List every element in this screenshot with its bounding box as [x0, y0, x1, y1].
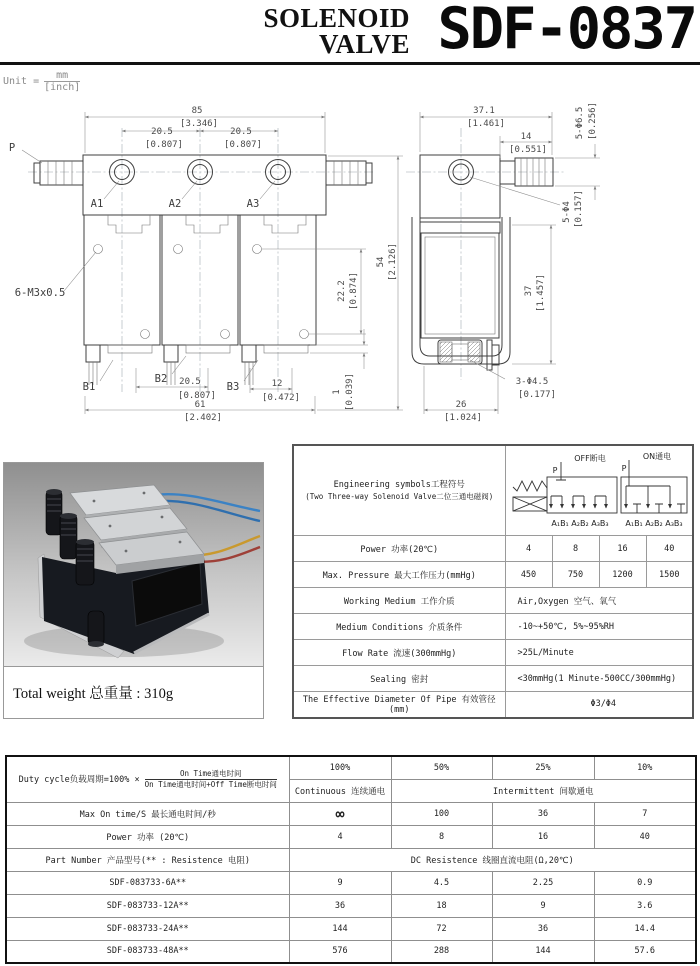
spec-row-label: The Effective Diameter Of Pipe 有效管径(mm) [293, 692, 505, 718]
port-b3-label: B3 [226, 381, 240, 393]
duty-row-label: Power 功率 (20℃) [6, 825, 289, 848]
dim-pitch-b-mm: 20.5 [179, 377, 201, 387]
dim-bracket-in: [1.457] [536, 274, 546, 312]
unit-label: Unit = [3, 76, 40, 87]
duty-continuous: Continuous 连续通电 [289, 779, 391, 802]
dim-barb-len-mm: 14 [520, 132, 532, 142]
unit-inch: [inch] [44, 82, 81, 93]
spec-row-label: Max. Pressure 最大工作压力(mmHg) [293, 562, 505, 588]
duty-fraction [145, 769, 277, 790]
valve-symbol-linework [513, 460, 687, 513]
dim-pitch-a1-mm: 20.5 [151, 127, 173, 137]
dim-foot-dia-in: [0.177] [518, 390, 556, 400]
spec-value-span: >25L/Minute [505, 640, 693, 666]
dc-resistance-header: DC Resistence 线圈直流电阻(Ω,20℃) [289, 848, 696, 871]
duty-value: 100 [391, 802, 492, 825]
engineering-symbols-cell [505, 445, 693, 536]
spec-row-conditions [293, 614, 693, 640]
duty-col-header: 50% [391, 756, 492, 779]
spec-value-span: Φ3/Φ4 [505, 692, 693, 718]
dim-port-dia-in: [0.157] [574, 190, 584, 228]
front-view [34, 155, 372, 385]
dim-depth-mm: 37.1 [473, 106, 495, 116]
dim-hole-span-in: [0.874] [349, 272, 359, 310]
duty-row-part-6a [6, 871, 696, 894]
duty-row-max-on-time [6, 802, 696, 825]
duty-intermittent: Intermittent 间歇通电 [391, 779, 696, 802]
unit-mm: mm [44, 70, 80, 82]
dim-barb-dia-mm: 5-Φ6.5 [575, 106, 585, 140]
spec-value: 1200 [599, 562, 646, 588]
duty-value: 40 [594, 825, 696, 848]
dim-port-dia-mm: 5-Φ4 [562, 201, 572, 223]
duty-value: 18 [391, 894, 492, 917]
duty-value: 144 [492, 940, 594, 963]
duty-col-header: 100% [289, 756, 391, 779]
dim-base-mm: 61 [194, 400, 206, 410]
dim-b3-mm: 12 [271, 379, 283, 389]
duty-value: 4 [289, 825, 391, 848]
spec-symbols-label [293, 445, 505, 536]
unit-note [3, 70, 80, 93]
duty-value: ∞ [289, 802, 391, 825]
dim-hole-span-mm: 22.2 [337, 280, 347, 302]
spec-row-pipe-diameter [293, 692, 693, 718]
spec-row-label: Medium Conditions 介质条件 [293, 614, 505, 640]
spec-symbols-label-line1: Engineering symbols工程符号 [333, 479, 465, 490]
duty-row-label: Part Number 产品型号(** : Resistence 电阻) [6, 848, 289, 871]
dim-pitch-a2-mm: 20.5 [230, 127, 252, 137]
unit-fraction [44, 70, 80, 93]
dimension-lines [22, 112, 600, 414]
dim-width-in: [3.346] [180, 119, 218, 129]
duty-row-part-number-header [6, 848, 696, 871]
duty-value: 4.5 [391, 871, 492, 894]
port-a1-label: A1 [90, 198, 104, 210]
dim-b3-in: [0.472] [262, 393, 300, 403]
duty-value: 0.9 [594, 871, 696, 894]
spec-row-label: Working Medium 工作介质 [293, 588, 505, 614]
thread-callout: 6-M3x0.5 [14, 287, 66, 299]
port-p-label: P [8, 142, 16, 154]
port-b1-label: B1 [82, 381, 96, 393]
duty-value: 288 [391, 940, 492, 963]
spec-value: 1500 [646, 562, 693, 588]
spec-value: 750 [552, 562, 599, 588]
part-number: SDF-083733-24A** [6, 917, 289, 940]
duty-value: 7 [594, 802, 696, 825]
spec-table [292, 444, 694, 719]
spec-row-label: Power 功率(20℃) [293, 536, 505, 562]
duty-row-part-12a [6, 894, 696, 917]
duty-value: 9 [492, 894, 594, 917]
spec-value: 4 [505, 536, 552, 562]
duty-cycle-definition [6, 756, 289, 802]
duty-row-label: Max On time/S 最长通电时间/秒 [6, 802, 289, 825]
duty-col-header: 25% [492, 756, 594, 779]
technical-drawing [0, 100, 700, 445]
spec-value-span: -10~+50℃, 5%~95%RH [505, 614, 693, 640]
part-number: SDF-083733-48A** [6, 940, 289, 963]
product-photo [4, 463, 263, 667]
spec-value-span: <30mmHg(1 Minute-500CC/300mmHg) [505, 666, 693, 692]
duty-value: 36 [492, 802, 594, 825]
port-a2-label: A2 [168, 198, 182, 210]
duty-value: 2.25 [492, 871, 594, 894]
duty-value: 72 [391, 917, 492, 940]
part-number: SDF-083733-12A** [6, 894, 289, 917]
duty-value: 576 [289, 940, 391, 963]
spec-value: 8 [552, 536, 599, 562]
total-weight-caption: Total weight 总重量 : 310g [4, 666, 263, 718]
dim-width-mm: 85 [191, 106, 203, 116]
symbol-ports-on: A₁B₁ A₂B₂ A₃B₃ [625, 519, 683, 528]
spec-row-power [293, 536, 693, 562]
duty-col-header: 10% [594, 756, 696, 779]
duty-cycle-table [5, 755, 697, 964]
title-line1: SOLENOID [263, 3, 410, 33]
header-rule [0, 62, 700, 65]
duty-row-power [6, 825, 696, 848]
dim-bracket-mm: 37 [524, 285, 534, 297]
duty-fraction-bottom: On Time通电时间+Off Time断电时间 [144, 779, 277, 789]
dim-foot-dia-mm: 3-Φ4.5 [515, 377, 549, 387]
dim-side-base-in: [1.024] [444, 413, 482, 423]
duty-value: 9 [289, 871, 391, 894]
duty-value: 14.4 [594, 917, 696, 940]
dim-pitch-a2-in: [0.807] [224, 140, 262, 150]
port-b2-label: B2 [154, 373, 168, 385]
symbol-off-label: OFF断电 [574, 454, 606, 463]
duty-value: 36 [492, 917, 594, 940]
dim-side-base-mm: 26 [455, 400, 467, 410]
duty-value: 3.6 [594, 894, 696, 917]
duty-prefix: Duty cycle负载周期=100% × [18, 775, 140, 786]
dim-pitch-a1-in: [0.807] [145, 140, 183, 150]
duty-value: 16 [492, 825, 594, 848]
duty-value: 144 [289, 917, 391, 940]
symbol-p1-label: P [552, 466, 558, 475]
dim-height-mm: 54 [376, 256, 386, 268]
duty-value: 57.6 [594, 940, 696, 963]
dim-depth-in: [1.461] [467, 119, 505, 129]
duty-value: 36 [289, 894, 391, 917]
spec-row-flow [293, 640, 693, 666]
port-a3-label: A3 [246, 198, 260, 210]
symbol-p2-label: P [621, 464, 627, 473]
dim-base-in: [2.402] [184, 413, 222, 423]
side-view [412, 155, 553, 370]
dim-barb-dia-in: [0.256] [588, 102, 598, 140]
product-type-title [263, 5, 410, 57]
duty-header-row [6, 756, 696, 779]
dim-foot-mm: 1 [332, 389, 342, 395]
spec-row-pressure [293, 562, 693, 588]
duty-row-part-24a [6, 917, 696, 940]
model-number: SDF-0837 [437, 0, 696, 62]
spec-row-sealing [293, 666, 693, 692]
dim-foot-in: [0.039] [345, 373, 355, 411]
dim-barb-len-in: [0.551] [509, 145, 547, 155]
title-line2: VALVE [318, 29, 410, 59]
product-photo-panel [3, 462, 264, 719]
spec-row-label: Flow Rate 流速(300mmHg) [293, 640, 505, 666]
spec-value: 450 [505, 562, 552, 588]
spec-row-label: Sealing 密封 [293, 666, 505, 692]
dim-height-in: [2.126] [388, 243, 398, 281]
dim-pitch-b-in: [0.807] [178, 391, 216, 401]
valve-symbol-diagram [506, 446, 692, 532]
symbol-on-label: ON通电 [642, 452, 671, 461]
spec-value-span: Air,Oxygen 空气、氧气 [505, 588, 693, 614]
duty-row-part-48a [6, 940, 696, 963]
spec-value: 16 [599, 536, 646, 562]
spec-row-medium [293, 588, 693, 614]
duty-value: 8 [391, 825, 492, 848]
part-number: SDF-083733-6A** [6, 871, 289, 894]
duty-fraction-top: On Time通电时间 [145, 769, 277, 780]
symbol-ports-off: A₁B₁ A₂B₂ A₃B₃ [551, 519, 609, 528]
spec-symbols-label-line2: (Two Three-way Solenoid Valve二位三通电磁阀) [305, 491, 494, 501]
spec-value: 40 [646, 536, 693, 562]
